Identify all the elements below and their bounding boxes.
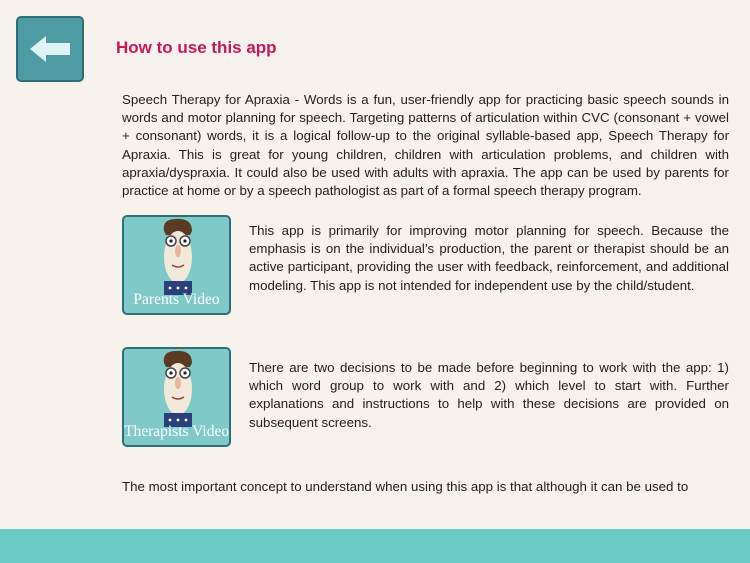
- decisions-paragraph: There are two decisions to be made before beginning to work with the app: 1) which word group to work with and 2) which level to start with. Further explanations and instructions to help with these decisions are provided on subsequent screens.: [249, 360, 729, 430]
- therapists-video-label: Therapists Video: [124, 423, 230, 440]
- arrow-left-icon: [28, 34, 72, 64]
- back-button[interactable]: [16, 16, 84, 82]
- character-illustration: [152, 349, 204, 427]
- concept-paragraph: The most important concept to understand when using this app is that although it can be used to: [122, 479, 689, 494]
- parents-video-button[interactable]: [122, 215, 231, 315]
- intro-paragraph: Speech Therapy for Apraxia - Words is a fun, user-friendly app for practicing basic speech sounds in words and motor planning for speech. Targeting patterns of articulation within CVC (consonant + vowel + consonant) words, it is a logical follow-up to the original syllable-based app, Speech Therapy for Apraxia. This is great for young children, children with articulation problems, and children with apraxia/dyspraxia. It could also be used with adults with apraxia. The app can be used by parents for practice at home or by a speech pathologist as part of a formal speech therapy program.: [122, 92, 729, 199]
- bottom-bar: [0, 529, 750, 563]
- parents-video-label: Parents Video: [133, 291, 220, 308]
- character-illustration: [152, 217, 204, 295]
- motor-planning-paragraph: This app is primarily for improving motor planning for speech. Because the emphasis is on the individual’s production, the parent or therapist should be an active participant, providing the user with feedback, reinforcement, and additional modeling. This app is not intended for independent use by the child/student.: [249, 223, 729, 293]
- page-title: How to use this app: [116, 38, 277, 57]
- therapists-video-button[interactable]: [122, 347, 231, 447]
